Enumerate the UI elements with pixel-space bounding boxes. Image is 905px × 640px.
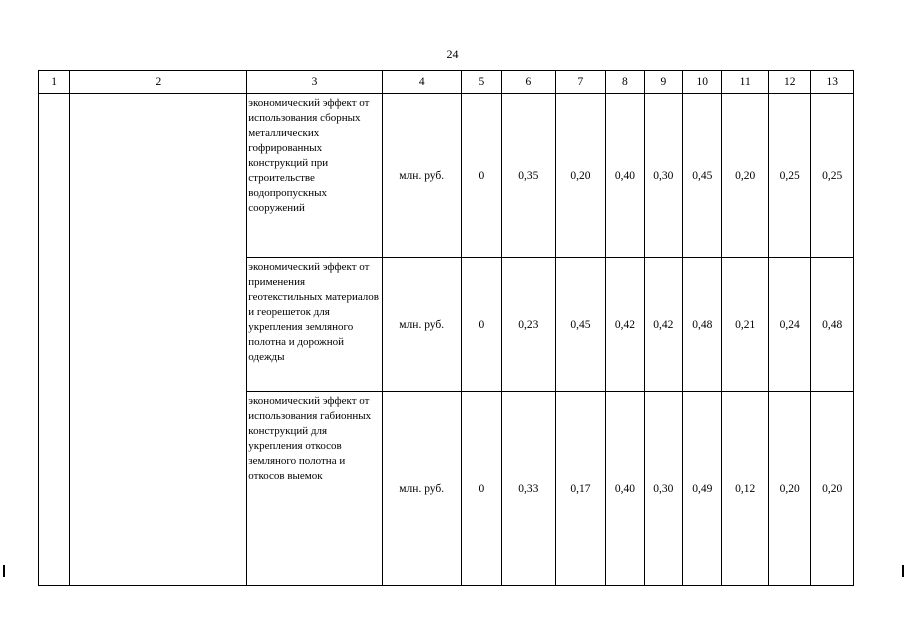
column-header-2: 2 [70,71,247,94]
column-1-blank-cell [39,94,70,586]
column-header-11: 11 [722,71,769,94]
value-cell: 0 [461,392,501,586]
value-cell: 0,20 [768,392,810,586]
column-header-6: 6 [502,71,556,94]
value-cell: 0,42 [644,258,682,392]
value-cell: 0,42 [606,258,644,392]
column-header-3: 3 [247,71,382,94]
value-cell: 0,25 [768,94,810,258]
value-cell: 0,45 [683,94,722,258]
value-cell: 0,25 [811,94,854,258]
column-header-5: 5 [461,71,501,94]
column-header-9: 9 [644,71,682,94]
value-cell: 0,48 [683,258,722,392]
value-cell: 0,20 [555,94,606,258]
value-cell: 0,40 [606,392,644,586]
value-cell: 0,21 [722,258,769,392]
row-description: экономический эффект от использования сборных металлических гофрированных конструкций при строительстве водопропускных сооружений [247,94,382,258]
value-cell: 0,30 [644,94,682,258]
column-2-blank-cell [70,94,247,586]
value-cell: 0,35 [502,94,556,258]
value-cell: 0,24 [768,258,810,392]
value-cell: 0,17 [555,392,606,586]
column-header-12: 12 [768,71,810,94]
row-unit: млн. руб. [382,258,461,392]
scan-edge-mark-left [3,565,5,577]
value-cell: 0,48 [811,258,854,392]
row-unit: млн. руб. [382,94,461,258]
value-cell: 0,12 [722,392,769,586]
column-header-1: 1 [39,71,70,94]
column-header-8: 8 [606,71,644,94]
value-cell: 0,20 [722,94,769,258]
column-header-7: 7 [555,71,606,94]
value-cell: 0,20 [811,392,854,586]
row-description: экономический эффект от применения геотекстильных материалов и георешеток для укрепления земляного полотна и дорожной одежды [247,258,382,392]
value-cell: 0,49 [683,392,722,586]
value-cell: 0 [461,258,501,392]
row-unit: млн. руб. [382,392,461,586]
page-number: 24 [446,47,459,61]
scan-edge-mark-right [902,565,904,577]
value-cell: 0,40 [606,94,644,258]
value-cell: 0,30 [644,392,682,586]
column-header-10: 10 [683,71,722,94]
row-description: экономический эффект от использования габионных конструкций для укрепления откосов земляного полотна и откосов выемок [247,392,382,586]
header-row [39,71,854,94]
value-cell: 0,45 [555,258,606,392]
column-header-4: 4 [382,71,461,94]
column-header-13: 13 [811,71,854,94]
value-cell: 0,33 [502,392,556,586]
table-row [39,94,854,258]
indicator-table [38,70,854,586]
value-cell: 0 [461,94,501,258]
value-cell: 0,23 [502,258,556,392]
